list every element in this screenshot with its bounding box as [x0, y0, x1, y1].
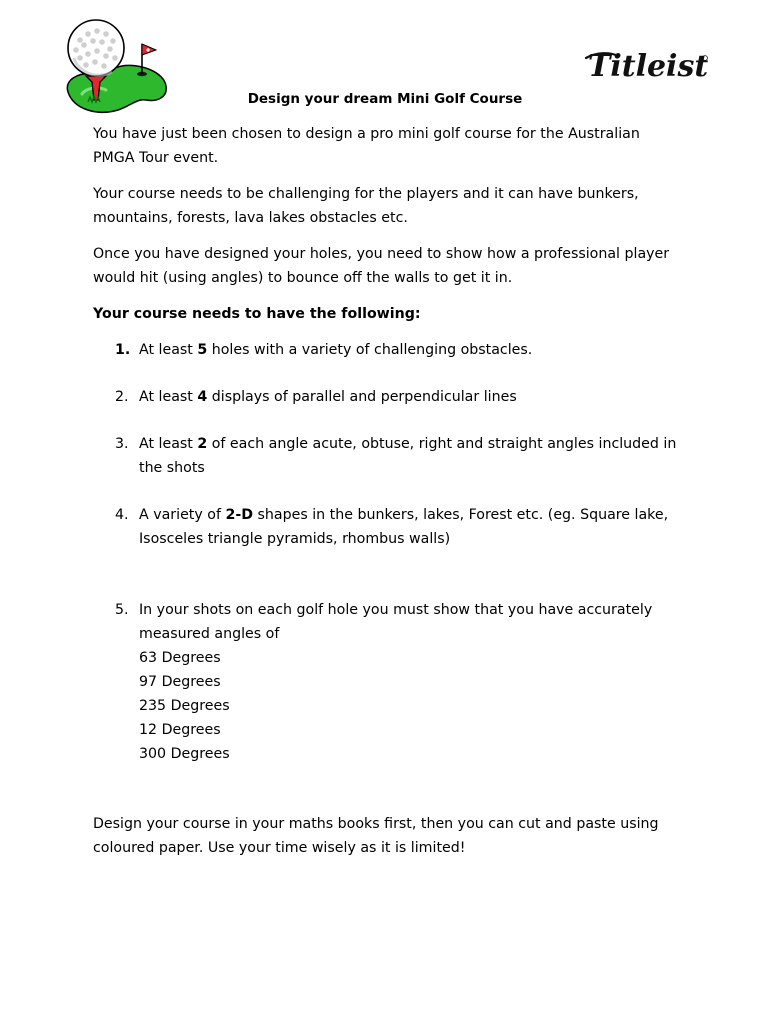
document-body [93, 122, 683, 872]
intro-paragraph: You have just been chosen to design a pro mini golf course for the Australian PMGA Tour event. [93, 126, 640, 166]
closing-paragraph: Design your course in your maths books first, then you can cut and paste using coloured paper. Use your time wisely as it is limited! [93, 816, 659, 856]
degree-value: 300 Degrees [139, 746, 230, 762]
list-item [93, 385, 683, 409]
list-text: shapes in the bunkers, lakes, Forest etc. (eg. Square lake, Isosceles triangle pyramids, rhombus walls) [139, 507, 669, 547]
degree-value: 63 Degrees [139, 650, 221, 666]
document-title: Design your dream Mini Golf Course [247, 91, 523, 107]
list-bold-value: 2 [197, 436, 208, 452]
requirements-list [93, 338, 683, 766]
requirements-heading: Your course needs to have the following: [93, 306, 421, 322]
list-number: 2. [115, 389, 129, 405]
list-text: At least [139, 436, 198, 452]
list-number: 5. [115, 602, 129, 618]
list-item [93, 503, 683, 551]
angles-paragraph: Once you have designed your holes, you need to show how a professional player would hit (using angles) to bounce off the walls to get it in. [93, 246, 670, 286]
list-text: At least [139, 389, 198, 405]
list-text: of each angle acute, obtuse, right and straight angles included in the shots [139, 436, 677, 476]
list-bold-value: 5 [197, 342, 208, 358]
list-text: displays of parallel and perpendicular lines [207, 389, 517, 405]
list-item [93, 432, 683, 480]
degree-value: 12 Degrees [139, 722, 221, 738]
degree-value: 235 Degrees [139, 698, 230, 714]
list-item [93, 338, 683, 362]
list-bold-value: 4 [197, 389, 208, 405]
list-number: 1. [115, 342, 131, 358]
list-text: holes with a variety of challenging obstacles. [207, 342, 533, 358]
list-text: In your shots on each golf hole you must show that you have accurately measured angles of [139, 602, 653, 642]
list-number: 3. [115, 436, 129, 452]
challenge-paragraph: Your course needs to be challenging for the players and it can have bunkers, mountains, forests, lava lakes obstacles etc. [93, 186, 639, 226]
degree-value: 97 Degrees [139, 674, 221, 690]
list-bold-value: 2-D [225, 507, 254, 523]
list-text: A variety of [139, 507, 226, 523]
titleist-logo [584, 44, 712, 86]
svg-text:Titleist: Titleist [588, 49, 709, 84]
list-number: 4. [115, 507, 129, 523]
list-text: At least [139, 342, 198, 358]
list-item [93, 598, 683, 766]
